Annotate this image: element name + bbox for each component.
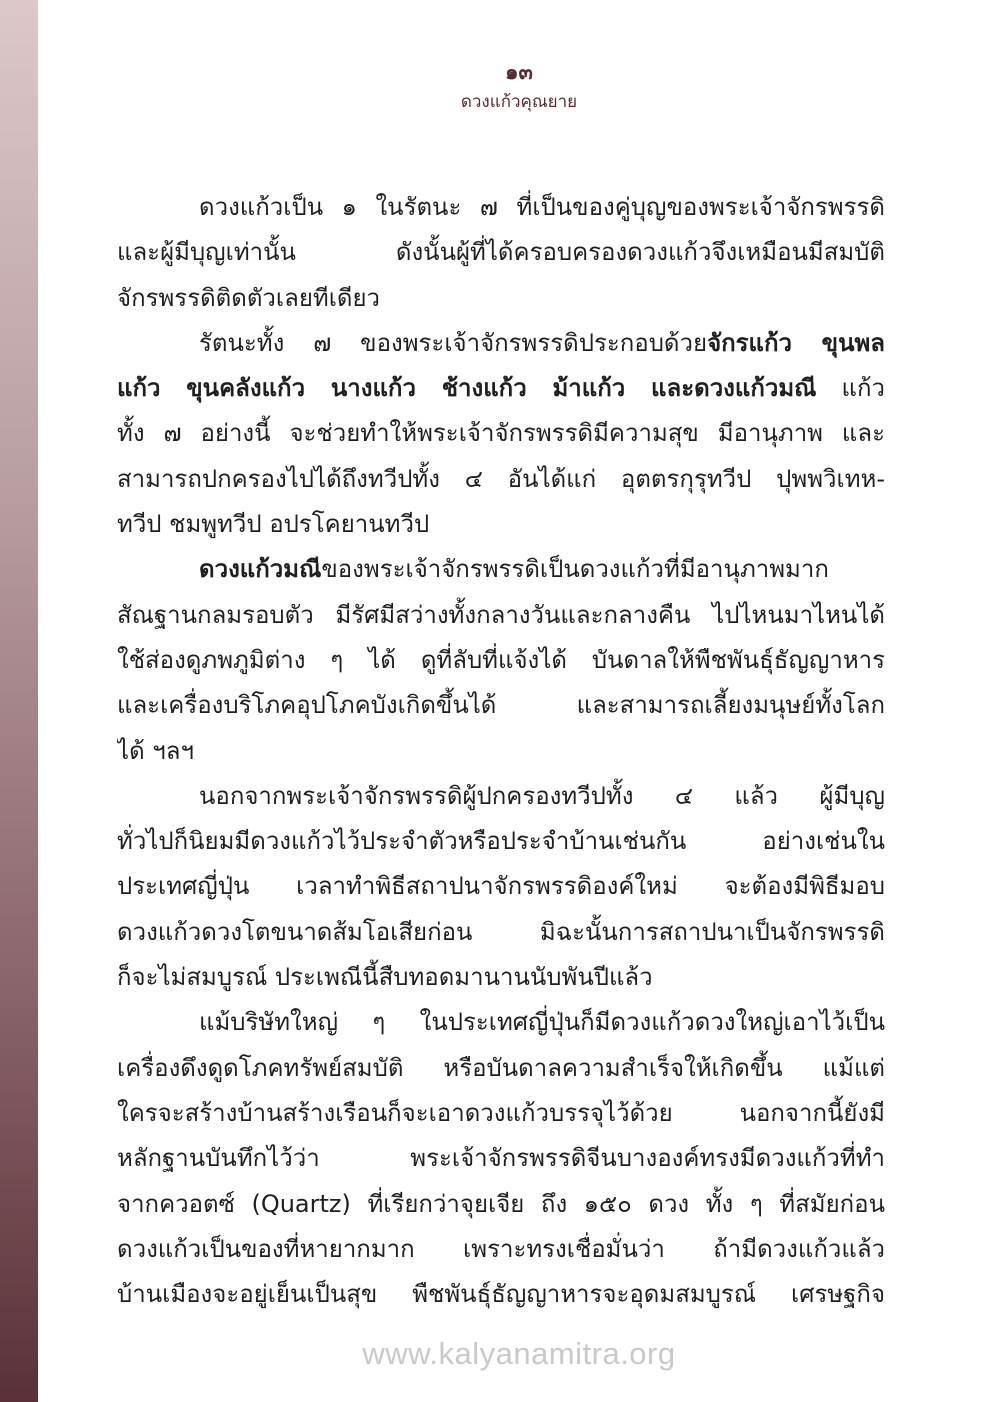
text-line: หลักฐานบันทึกไว้ว่า พระเจ้าจักรพรรดิจีนบางองค์ทรงมีดวงแก้วที่ทำ [117,1144,885,1173]
footer-url: www.kalyanamitra.org [362,1336,676,1371]
text-run: แก้ว [816,374,885,403]
text-line: ทั่วไปก็นิยมมีดวงแก้วไว้ประจำตัวหรือประจำบ้านเช่นกัน อย่างเช่นใน [117,827,885,856]
text-line: ดวงแก้วเป็น ๑ ในรัตนะ ๗ ที่เป็นของคู่บุญของพระเจ้าจักรพรรดิ [199,193,885,221]
text-line [117,366,885,411]
text-line: ทวีป ชมพูทวีป อปรโคยานทวีป [117,510,430,539]
running-title: ดวงแก้วคุณยาย [460,92,578,112]
paragraph-5 [117,1000,885,1317]
text-run: ของพระเจ้าจักรพรรดิเป็นดวงแก้วที่มีอานุภาพมาก [321,555,829,584]
text-line: และผู้มีบุญเท่านั้น ดังนั้นผู้ที่ได้ครอบครองดวงแก้วจึงเหมือนมีสมบัติ [117,238,885,267]
side-color-band [0,0,38,1402]
text-line: เครื่องดึงดูดโภคทรัพย์สมบัติ หรือบันดาลความสำเร็จให้เกิดขึ้น แม้แต่ [117,1053,885,1082]
text-line: และเครื่องบริโภคอุปโภคบังเกิดขึ้นได้ และสามารถเลี้ยงมนุษย์ทั้งโลก [117,691,885,720]
bold-text-run: แก้ว ขุนคลังแก้ว นางแก้ว ช้างแก้ว ม้าแก้ว และดวงแก้วมณี [117,374,817,403]
text-run: รัตนะทั้ง ๗ ของพระเจ้าจักรพรรดิประกอบด้วย [199,328,708,357]
page-header [38,58,1000,116]
text-line: ประเทศญี่ปุ่น เวลาทำพิธีสถาปนาจักรพรรดิองค์ใหม่ จะต้องมีพิธีมอบ [117,872,885,901]
text-line: ก็จะไม่สมบูรณ์ ประเพณีนี้สืบทอดมานานนับพันปีแล้ว [117,963,653,992]
body-text [117,185,885,1317]
text-line: นอกจากพระเจ้าจักรพรรดิผู้ปกครองทวีปทั้ง ๔ แล้ว ผู้มีบุญ [199,781,885,810]
text-line: ได้ ฯลฯ [117,736,194,765]
text-line: ใครจะสร้างบ้านสร้างเรือนก็จะเอาดวงแก้วบรรจุไว้ด้วย นอกจากนี้ยังมี [117,1098,885,1127]
bold-text-run: ดวงแก้วมณี [199,555,322,584]
text-line [117,547,885,592]
text-line: แม้บริษัทใหญ่ ๆ ในประเทศญี่ปุ่นก็มีดวงแก้วดวงใหญ่เอาไว้เป็น [199,1008,885,1037]
text-line: สามารถปกครองไปได้ถึงทวีปทั้ง ๔ อันได้แก่ อุตตรกุรุทวีป ปุพพวิเทห- [117,464,885,493]
text-line: จักรพรรดิติดตัวเลยทีเดียว [117,283,381,312]
text-line [117,321,885,366]
bold-text-run: จักรแก้ว ขุนพล [707,328,885,357]
text-line: ทั้ง ๗ อย่างนี้ จะช่วยทำให้พระเจ้าจักรพรรดิมีความสุข มีอานุภาพ และ [117,419,885,448]
text-line: สัณฐานกลมรอบตัว มีรัศมีสว่างทั้งกลางวันและกลางคืน ไปไหนมาไหนได้ [117,600,885,629]
text-line: ใช้ส่องดูภพภูมิต่าง ๆ ได้ ดูที่ลับที่แจ้งได้ บันดาลให้พืชพันธุ์ธัญญาหาร [117,645,885,674]
paragraph-3 [117,547,885,773]
text-line: ดวงแก้วเป็นของที่หายากมาก เพราะทรงเชื่อมั่นว่า ถ้ามีดวงแก้วแล้ว [117,1234,885,1263]
paragraph-1 [117,185,885,321]
text-line: บ้านเมืองจะอยู่เย็นเป็นสุข พืชพันธุ์ธัญญาหารจะอุดมสมบูรณ์ เศรษฐกิจ [117,1280,885,1309]
text-line: ดวงแก้วดวงโตขนาดส้มโอเสียก่อน มิฉะนั้นการสถาปนาเป็นจักรพรรดิ [117,917,885,946]
paragraph-4 [117,774,885,1000]
text-line: จากควอตซ์ (Quartz) ที่เรียกว่าจุยเจีย ถึง ๑๕๐ ดวง ทั้ง ๆ ที่สมัยก่อน [117,1189,885,1218]
paragraph-2 [117,321,885,547]
page-number: ๑๓ [505,60,533,84]
